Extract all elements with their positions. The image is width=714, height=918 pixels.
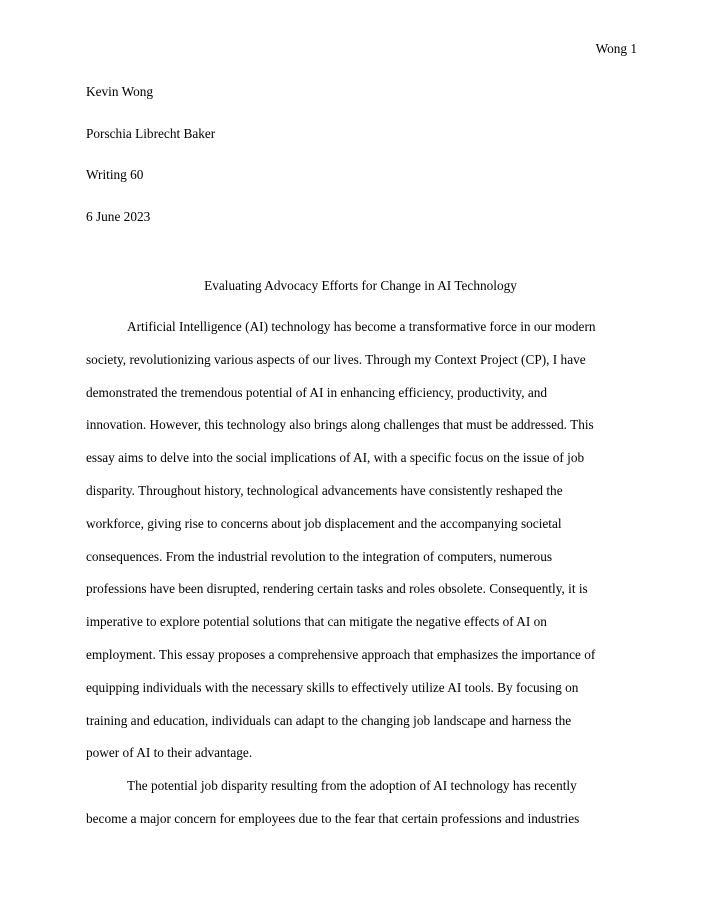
paragraph-line: disparity. Throughout history, technological advancements have consistently reshaped the — [86, 482, 563, 498]
running-header: Wong 1 — [595, 41, 637, 56]
paragraph-line: society, revolutionizing various aspects of our lives. Through my Context Project (CP), I have — [86, 351, 586, 367]
paragraph-line: consequences. From the industrial revolution to the integration of computers, numerous — [86, 548, 553, 564]
paragraph-line: power of AI to their advantage. — [86, 745, 253, 761]
instructor-name: Porschia Librecht Baker — [86, 125, 216, 141]
paragraph-line: employment. This essay proposes a comprehensive approach that emphasizes the importance of — [86, 646, 596, 662]
mla-heading — [86, 83, 646, 249]
date: 6 June 2023 — [86, 208, 151, 224]
paragraph-line: equipping individuals with the necessary skills to effectively utilize AI tools. By focusing on — [86, 679, 579, 695]
paragraph-line: training and education, individuals can adapt to the changing job landscape and harness the — [86, 712, 572, 728]
paragraph-line: professions have been disrupted, rendering certain tasks and roles obsolete. Consequently, it is — [86, 581, 588, 597]
paragraph-line: Artificial Intelligence (AI) technology has become a transformative force in our modern — [127, 319, 596, 334]
course-name: Writing 60 — [86, 167, 144, 182]
paragraph-line: The potential job disparity resulting from the adoption of AI technology has recently — [127, 778, 577, 794]
essay-body — [86, 318, 642, 843]
paragraph-line: imperative to explore potential solutions that can mitigate the negative effects of AI on — [86, 614, 547, 630]
essay-title: Evaluating Advocacy Efforts for Change in AI Technology — [204, 278, 517, 293]
paragraph-line: workforce, giving rise to concerns about job displacement and the accompanying societal — [86, 515, 562, 531]
author-name: Kevin Wong — [86, 84, 154, 99]
paragraph-line: essay aims to delve into the social implications of AI, with a specific focus on the issue of job — [86, 450, 585, 466]
paragraph-line: demonstrated the tremendous potential of AI in enhancing efficiency, productivity, and — [86, 384, 548, 400]
paragraph-line: become a major concern for employees due to the fear that certain professions and industries — [86, 810, 580, 826]
paragraph-line: innovation. However, this technology also brings along challenges that must be addressed. This — [86, 417, 594, 433]
